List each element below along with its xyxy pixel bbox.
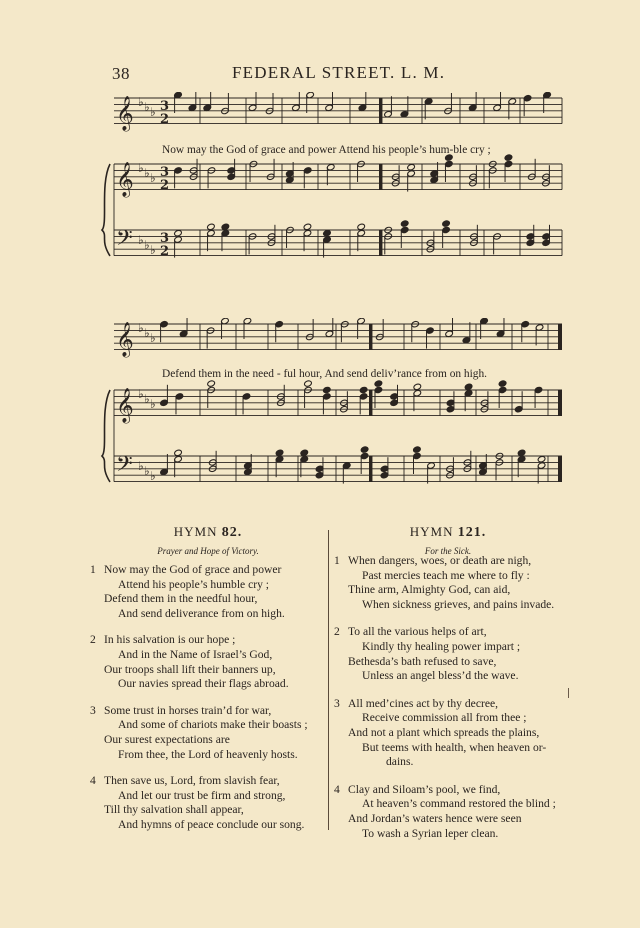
verse-line: Thine arm, Almighty God, can aid, xyxy=(348,583,511,597)
verse-text: All med’cines act by thy decree, xyxy=(348,696,499,710)
column-divider xyxy=(328,530,329,830)
verse-text: Clay and Siloam’s pool, we find, xyxy=(348,782,501,796)
svg-text:♭: ♭ xyxy=(138,233,144,247)
hymn-82-heading-word: HYMN xyxy=(173,524,218,539)
verse-number: 4 xyxy=(90,774,96,788)
verse-line: And in the Name of Israel’s God, xyxy=(118,647,273,661)
verse-line: dains. xyxy=(386,755,414,769)
verse-number: 1 xyxy=(334,554,340,567)
verse-number: 4 xyxy=(334,782,340,796)
verse-text: Then save us, Lord, from slavish fear, xyxy=(104,774,280,788)
verse-3 xyxy=(334,697,570,770)
verse-line: Our surest expectations are xyxy=(104,732,230,746)
svg-text:♭: ♭ xyxy=(144,166,150,180)
svg-text:2: 2 xyxy=(160,178,170,193)
svg-text:3: 3 xyxy=(160,165,170,180)
svg-text:𝄞: 𝄞 xyxy=(116,322,134,357)
verse-line xyxy=(334,554,570,569)
verse-line: Kindly thy healing power impart ; xyxy=(362,639,521,653)
svg-text:3: 3 xyxy=(160,231,170,246)
verse-text: To all the various helps of art, xyxy=(348,625,487,639)
lyrics-line-2: Defend them in the need - ful hour, And send deliv’rance from on high. xyxy=(162,368,488,380)
svg-text:♭: ♭ xyxy=(144,238,150,252)
svg-text:♭: ♭ xyxy=(150,105,156,119)
verse-line xyxy=(334,625,570,640)
verse-number: 3 xyxy=(90,703,96,717)
verse-line: From thee, the Lord of heavenly hosts. xyxy=(118,747,298,761)
verse-text: Now may the God of grace and power xyxy=(104,563,282,576)
svg-text:♭: ♭ xyxy=(150,397,156,411)
hymn-121-verses xyxy=(334,554,570,841)
svg-text:𝄢: 𝄢 xyxy=(116,452,133,482)
svg-text:2: 2 xyxy=(160,112,170,127)
verse-4 xyxy=(90,774,326,832)
svg-text:𝄢: 𝄢 xyxy=(116,226,133,256)
verse-1 xyxy=(90,563,326,621)
hymn-121 xyxy=(330,524,566,556)
svg-text:♭: ♭ xyxy=(150,243,156,257)
verse-number: 1 xyxy=(90,563,96,576)
verse-line: Past mercies teach me where to fly : xyxy=(362,568,530,582)
verse-line: Bethesda’s bath refused to save, xyxy=(348,654,497,668)
hymn-82-title xyxy=(90,524,326,541)
svg-text:2: 2 xyxy=(160,244,170,259)
verse-line xyxy=(90,563,326,578)
verse-2 xyxy=(334,625,570,683)
svg-text:♭: ♭ xyxy=(150,331,156,345)
svg-text:♭: ♭ xyxy=(138,459,144,473)
verse-3 xyxy=(90,704,326,762)
svg-text:♭: ♭ xyxy=(150,171,156,185)
verse-1 xyxy=(334,554,570,612)
hymn-121-title xyxy=(330,524,566,541)
svg-text:♭: ♭ xyxy=(144,100,150,114)
music-system-1 xyxy=(100,92,570,274)
verse-line: Unless an angel bless’d the wave. xyxy=(362,669,519,683)
verse-line: Our troops shall lift their banners up, xyxy=(104,662,276,676)
svg-text:♭: ♭ xyxy=(138,387,144,401)
tune-title: FEDERAL STREET. L. M. xyxy=(232,63,446,82)
svg-text:♭: ♭ xyxy=(138,161,144,175)
svg-text:♭: ♭ xyxy=(144,392,150,406)
page-number: 38 xyxy=(112,64,130,83)
svg-text:3: 3 xyxy=(160,99,170,114)
verse-line: To wash a Syrian leper clean. xyxy=(362,826,499,840)
hymn-121-heading-number: 121. xyxy=(457,525,487,540)
verse-line xyxy=(90,633,326,648)
margin-mark xyxy=(568,688,569,698)
verse-number: 2 xyxy=(334,625,340,639)
verse-line: And send deliverance from on high. xyxy=(118,606,285,620)
verse-line: And some of chariots make their boasts ; xyxy=(118,718,308,732)
verse-line: And let our trust be firm and strong, xyxy=(118,788,286,802)
verse-number: 3 xyxy=(334,696,340,710)
verse-line: And hymns of peace conclude our song. xyxy=(118,817,305,831)
hymn-82-verses xyxy=(90,563,326,833)
hymn-82 xyxy=(90,524,326,556)
verse-line: But teems with health, when heaven or- xyxy=(362,740,547,754)
music-system-2 xyxy=(100,318,570,500)
svg-text:𝄞: 𝄞 xyxy=(116,162,134,197)
verse-line: Attend his people’s humble cry ; xyxy=(118,577,270,591)
hymn-82-heading-number: 82. xyxy=(221,525,243,540)
verse-line: Till thy salvation shall appear, xyxy=(104,803,244,817)
verse-line: Defend them in the needful hour, xyxy=(104,592,258,606)
hymn-121-subtitle: For the Sick. xyxy=(424,546,472,556)
verse-number: 2 xyxy=(90,633,96,647)
verse-text: In his salvation is our hope ; xyxy=(104,633,236,647)
svg-text:♭: ♭ xyxy=(150,469,156,483)
verse-line: When sickness grieves, and pains invade. xyxy=(362,597,555,611)
verse-text: Some trust in horses train’d for war, xyxy=(104,703,272,717)
verse-line xyxy=(90,704,326,719)
svg-text:𝄞: 𝄞 xyxy=(116,388,134,423)
verse-line: Receive commission all from thee ; xyxy=(362,711,527,725)
verse-line: Our navies spread their flags abroad. xyxy=(118,677,289,691)
hymn-121-heading-word: HYMN xyxy=(409,524,454,539)
verse-4 xyxy=(334,783,570,841)
svg-text:𝄞: 𝄞 xyxy=(116,96,134,131)
hymn-82-subtitle: Prayer and Hope of Victory. xyxy=(157,546,259,556)
svg-text:♭: ♭ xyxy=(138,321,144,335)
verse-2 xyxy=(90,633,326,691)
verse-line xyxy=(334,697,570,712)
verse-line: And not a plant which spreads the plains, xyxy=(348,725,540,739)
svg-text:♭: ♭ xyxy=(144,464,150,478)
svg-text:♭: ♭ xyxy=(144,326,150,340)
lyrics-line-1: Now may the God of grace and power Attend his people’s hum-ble cry ; xyxy=(162,144,491,156)
verse-text: When dangers, woes, or death are nigh, xyxy=(348,554,532,567)
verse-line xyxy=(334,783,570,798)
verse-line: At heaven’s command restored the blind ; xyxy=(362,797,556,811)
verse-line xyxy=(90,774,326,789)
svg-text:♭: ♭ xyxy=(138,95,144,109)
verse-line: And Jordan’s waters hence were seen xyxy=(348,811,522,825)
